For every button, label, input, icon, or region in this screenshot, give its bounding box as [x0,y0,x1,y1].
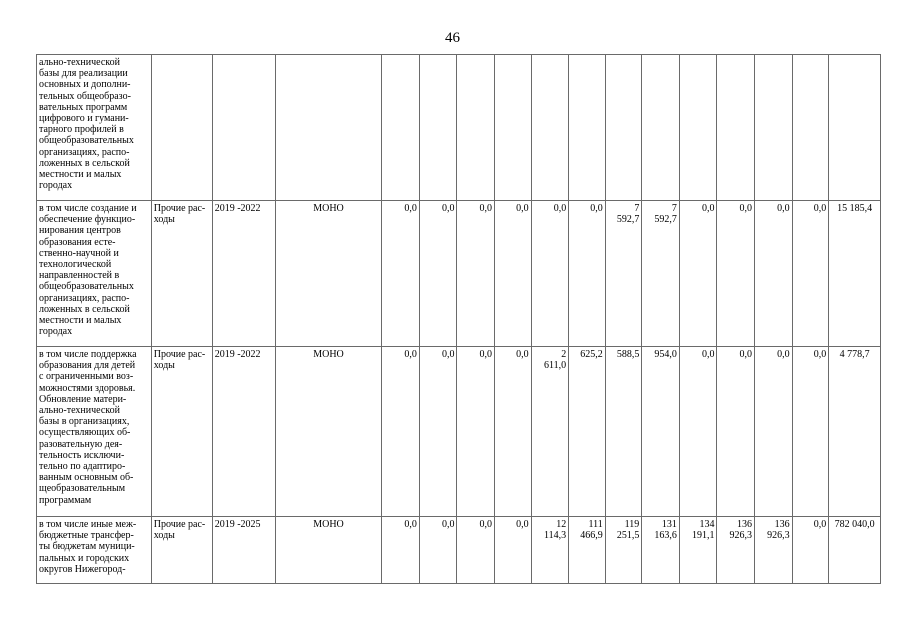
description-cell-line: ванным основным об- [39,472,134,484]
value-cell-line: 592,7 [654,214,677,226]
value-cell-line: 2 [561,349,567,360]
value-cell [755,55,793,201]
description-cell-line: ально-технической [39,57,120,68]
description-cell-line: цифрового и гумани- [39,113,129,125]
expense-type-cell-line: Прочие рас- [153,349,206,360]
description-cell-line: городах [39,180,73,192]
period-cell [212,55,275,201]
value-cell [531,347,569,517]
value-cell [679,55,717,201]
value-cell-line: 12 [556,519,567,530]
table-row [37,55,881,201]
value-cell [495,347,532,517]
value-cell-line: 0,0 [404,519,417,530]
expense-type-cell-line: Прочие рас- [153,519,206,530]
value-cell [642,201,680,347]
description-cell-line: программам [39,494,92,506]
total-cell [829,347,881,517]
value-cell [419,347,457,517]
value-cell-line: 0,0 [739,349,753,360]
responsible-cell: МОНО [275,201,382,347]
description-cell-line: общеобразовательных [39,281,134,293]
value-cell [495,517,532,584]
value-cell [792,517,829,584]
value-cell-line: 0,0 [479,519,493,530]
table-row [37,347,881,517]
value-cell-line: 625,2 [580,349,603,360]
value-cell-line: 0,0 [516,349,529,360]
total-cell [829,517,881,584]
description-cell-line: основных и дополни- [39,79,131,91]
value-cell-line: 251,5 [616,530,640,542]
description-cell-line: тарного профилей в [39,124,124,136]
value-cell-line: 0,0 [441,519,455,530]
table-body [37,55,881,584]
description-cell-line: образования есте- [39,236,116,248]
value-cell [569,55,606,201]
description-cell-line: пальных и городских [39,552,130,564]
description-cell-line: местности и малых [39,169,122,181]
value-cell [792,347,829,517]
value-cell [717,517,755,584]
description-cell-line: ально-технической [39,405,120,417]
value-cell [605,201,642,347]
value-cell-line: 0,0 [404,349,417,360]
period-cell: 2019 -2022 [212,201,275,347]
value-cell-line: 119 [624,519,640,530]
description-cell-line: ты бюджетам муници- [39,541,135,553]
description-cell-line: вательных программ [39,101,128,113]
budget-table [36,54,881,584]
value-cell-line: 611,0 [544,360,567,372]
value-cell-line: 0,0 [739,203,753,214]
value-cell [457,347,495,517]
value-cell-line: 954,0 [654,349,677,360]
description-cell-line: направленностей в [39,270,120,282]
total-cell [829,201,881,347]
value-cell [531,517,569,584]
value-cell [717,55,755,201]
description-cell [37,55,152,201]
value-cell-line: 0,0 [441,349,455,360]
description-cell-line: ложенных в сельской [39,303,130,315]
value-cell-line: 0,0 [479,349,493,360]
period-cell: 2019 -2022 [212,347,275,517]
expense-type-cell-line: ходы [153,214,175,226]
description-cell-line: тельность исключи- [39,449,125,461]
value-cell-line: 136 [737,519,753,530]
description-cell-line: можностями здоровья. [39,382,136,394]
expense-type-cell-line: Прочие рас- [153,203,206,214]
description-cell [37,517,152,584]
value-cell [382,201,420,347]
description-cell-line: осуществляющих об- [39,427,131,439]
value-cell [569,517,606,584]
value-cell [679,347,717,517]
description-cell-line: организациях, распо- [39,146,130,158]
value-cell-line: 114,3 [544,530,567,542]
description-cell-line: общеобразовательных [39,135,134,147]
value-cell [792,201,829,347]
description-cell-line: Обновление матери- [39,393,127,405]
value-cell-line: 466,9 [580,530,603,542]
value-cell-line: 0,0 [441,203,455,214]
total-cell-line: 782 040,0 [834,519,875,530]
value-cell-line: 0,0 [404,203,417,214]
value-cell-line: 111 [588,519,603,530]
description-cell-line: базы для реализации [39,68,128,80]
value-cell [642,517,680,584]
value-cell [755,347,793,517]
value-cell [755,517,793,584]
total-cell [829,55,881,201]
value-cell-line: 0,0 [701,203,715,214]
value-cell-line: 7 [671,203,677,214]
expense-type-cell-line: ходы [153,530,175,542]
value-cell-line: 0,0 [516,203,529,214]
value-cell-line: 134 [699,519,715,530]
value-cell [717,201,755,347]
value-cell-line: 926,3 [729,530,753,542]
value-cell [531,201,569,347]
value-cell [717,347,755,517]
value-cell [792,55,829,201]
description-cell-line: разовательную дея- [39,438,123,450]
description-cell [37,201,152,347]
expense-type-cell-line: ходы [153,360,175,372]
value-cell [569,201,606,347]
description-cell-line: в том числе иные меж- [39,519,137,530]
description-cell-line: ложенных в сельской [39,157,130,169]
expense-type-cell [151,201,212,347]
page-number: 46 [445,30,460,46]
expense-type-cell [151,347,212,517]
period-cell: 2019 -2025 [212,517,275,584]
value-cell-line: 0,0 [553,203,567,214]
value-cell-line: 0,0 [516,519,529,530]
value-cell-line: 191,1 [691,530,715,542]
description-cell-line: щеобразовательным [39,483,126,495]
value-cell [679,517,717,584]
description-cell-line: с ограниченными воз- [39,371,134,383]
description-cell-line: образования для детей [39,360,136,372]
value-cell-line: 0,0 [590,203,603,214]
value-cell-line: 0,0 [813,519,827,530]
expense-type-cell [151,517,212,584]
responsible-cell: МОНО [275,517,382,584]
value-cell [569,347,606,517]
value-cell-line: 0,0 [479,203,493,214]
description-cell-line: тельно по адаптиро- [39,461,126,473]
value-cell [642,347,680,517]
table-row [37,517,881,584]
value-cell-line: 0,0 [777,203,790,214]
value-cell [755,201,793,347]
value-cell [605,517,642,584]
description-cell-line: базы в организациях, [39,416,130,428]
value-cell-line: 131 [661,519,677,530]
value-cell [419,55,457,201]
value-cell [531,55,569,201]
total-cell-line: 15 185,4 [837,203,873,214]
value-cell [679,201,717,347]
description-cell-line: округов Нижегород- [39,563,126,575]
value-cell-line: 0,0 [701,349,715,360]
value-cell [457,55,495,201]
value-cell-line: 592,7 [616,214,640,226]
value-cell-line: 926,3 [767,530,790,542]
description-cell-line: в том числе поддержка [39,349,137,360]
value-cell [457,201,495,347]
value-cell [382,347,420,517]
value-cell [382,517,420,584]
total-cell-line: 4 778,7 [839,349,870,360]
responsible-cell [275,55,382,201]
expense-type-cell [151,55,212,201]
table-row [37,201,881,347]
value-cell [605,347,642,517]
description-cell-line: обеспечение функцио- [39,214,136,226]
description-cell-line: ственно-научной и [39,247,119,259]
description-cell-line: организациях, распо- [39,292,130,304]
description-cell-line: тельных общеобразо- [39,90,131,102]
description-cell-line: местности и малых [39,315,122,327]
value-cell [605,55,642,201]
value-cell [495,201,532,347]
description-cell-line: в том числе создание и [39,203,137,214]
value-cell [495,55,532,201]
value-cell-line: 588,5 [616,349,640,360]
value-cell [642,55,680,201]
description-cell-line: нирования центров [39,225,121,237]
description-cell-line: технологической [39,259,112,271]
value-cell-line: 0,0 [813,349,827,360]
description-cell-line: бюджетные трансфер- [39,530,134,542]
value-cell-line: 136 [774,519,790,530]
value-cell [419,517,457,584]
value-cell [457,517,495,584]
description-cell-line: городах [39,326,73,338]
value-cell-line: 7 [634,203,640,214]
value-cell-line: 0,0 [813,203,827,214]
value-cell [382,55,420,201]
responsible-cell: МОНО [275,347,382,517]
description-cell [37,347,152,517]
value-cell [419,201,457,347]
value-cell-line: 0,0 [777,349,790,360]
value-cell-line: 163,6 [654,530,677,542]
